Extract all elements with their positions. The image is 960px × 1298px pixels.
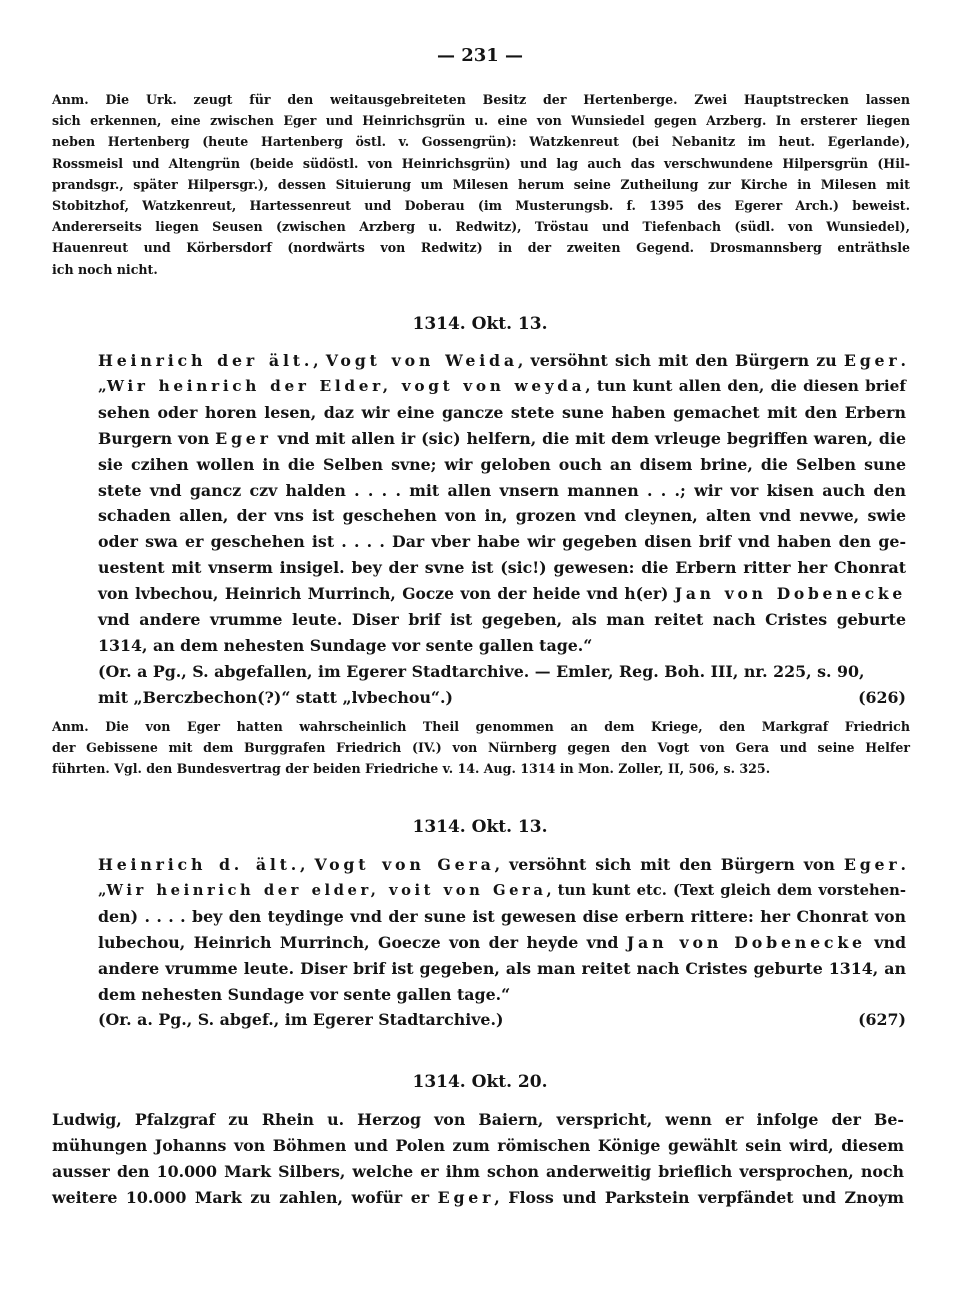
note-top-line: Anm. Die Urk. zeugt für den weitausgebreiteten Besitz der Hertenberge. Zwei Hauptstrecken lassen bbox=[52, 92, 910, 107]
entry-627-text bbox=[98, 852, 906, 1033]
entry-627-quote-line bbox=[98, 878, 906, 904]
page-number: — 231 — bbox=[436, 45, 524, 66]
entry-627-document-quote bbox=[98, 878, 906, 1008]
entry-627-number: (627) bbox=[858, 1010, 906, 1030]
text-segment: uestent mit vnserm insigel. bey der svne ist (sic!) gewesen: die Erbern ritter her Chonrat bbox=[98, 558, 906, 578]
entry-627-summary: Heinrich d. ält., Vogt von Gera, versöhnt sich mit den Bürgern von Eger. bbox=[98, 855, 907, 874]
text-segment: sie czihen wollen in die Selben svne; wir geloben ouch an disem brine, die Selben sune bbox=[98, 454, 906, 474]
entry-627-source-row bbox=[98, 1007, 906, 1033]
entry-626-text bbox=[98, 348, 906, 711]
text-segment: dem nehesten Sundage vor sente gallen tage.“ bbox=[98, 984, 511, 1004]
entry-626-quote-line bbox=[98, 503, 906, 529]
entry-626-date-heading: 1314. Okt. 13. bbox=[412, 314, 548, 334]
spaced-name: Eger bbox=[215, 428, 272, 448]
spaced-name: Wir heinrich der elder, voit von Gera bbox=[106, 881, 547, 899]
text-segment: mühungen Johanns von Böhmen und Polen zum römischen Könige gewählt sein wird, diesem bbox=[52, 1135, 904, 1155]
text-segment: den) . . . . bey den teydinge vnd der sune ist gewesen dise erbern rittere: her Chonrat von bbox=[98, 906, 906, 926]
entry-627-date-heading: 1314. Okt. 13. bbox=[412, 817, 548, 837]
text-segment: , Floss und Parkstein verpfändet und Znoym bbox=[494, 1187, 905, 1207]
entry-626-quote-line bbox=[98, 478, 906, 504]
text-segment: vnd bbox=[865, 932, 907, 952]
text-segment: Burgern von bbox=[98, 428, 216, 448]
note-top-line: neben Hertenberg (heute Hartenberg östl. v. Gossengrün): Watzkenreut (bei Nebanitz im heut. Egerlande), bbox=[52, 134, 910, 150]
entry-626-source-line-1: (Or. a Pg., S. abgefallen, im Egerer Stadtarchive. — Emler, Reg. Boh. III, nr. 225, s. 90, bbox=[98, 661, 865, 681]
note-top-line: Stobitzhof, Watzkenreut, Hartessenreut und Doberau (im Musterungsb. f. 1395 des Egerer Arch.) beweist. bbox=[52, 198, 910, 214]
note-top-line: prandsgr., später Hilpersgr.), dessen Situierung um Milesen herum seine Zutheilung zur Kirche in Milesen mit bbox=[52, 176, 910, 192]
text-segment: stete vnd gancz czv halden . . . . mit allen vnsern mannen . . .; wir vor kisen auch den bbox=[98, 480, 906, 500]
entry-626-quote-line bbox=[98, 426, 906, 452]
text-segment: Ludwig, Pfalzgraf zu Rhein u. Herzog von Baiern, verspricht, wenn er infolge der Be- bbox=[52, 1110, 904, 1129]
text-segment: vnd andere vrumme leute. Diser brif ist gegeben, als man reitet nach Cristes geburte bbox=[98, 610, 906, 630]
entry-626-source-line-2: mit „Berczbechon(?)“ statt „lvbechou“.) bbox=[98, 687, 453, 707]
entry-628-line bbox=[52, 1107, 904, 1133]
entry-626-note-line: führten. Vgl. den Bundesvertrag der beiden Friedriche v. 14. Aug. 1314 in Mon. Zoller, II, 506, s. 325. bbox=[52, 761, 771, 777]
entry-626-quote-line bbox=[98, 581, 906, 607]
spaced-name: Eger bbox=[437, 1187, 495, 1207]
entry-627-source: (Or. a. Pg., S. abgef., im Egerer Stadtarchive.) bbox=[98, 1010, 504, 1030]
entry-626-note-line: Anm. Die von Eger hatten wahrscheinlich Theil genommen an dem Kriege, den Markgraf Friedrich bbox=[52, 719, 910, 734]
entry-626-quote-line bbox=[98, 529, 906, 555]
text-segment: , tun kunt etc. (Text gleich dem vorstehen- bbox=[546, 881, 906, 899]
text-segment: andere vrumme leute. Diser brif ist gegeben, als man reitet nach Cristes geburte 1314, an bbox=[98, 958, 906, 978]
entry-628-line bbox=[52, 1185, 904, 1211]
entry-626-document-quote bbox=[98, 374, 906, 659]
spaced-name: Jan von Dobenecke bbox=[626, 932, 866, 952]
entry-627-quote-line bbox=[98, 904, 906, 930]
entry-627-quote-line bbox=[98, 956, 906, 982]
entry-626-quote-line bbox=[98, 374, 906, 400]
entry-626-note-line: der Gebissene mit dem Burggrafen Friedrich (IV.) von Nürnberg gegen den Vogt von Gera und seine Helfer bbox=[52, 740, 910, 756]
annotation-note-top bbox=[52, 89, 910, 280]
entry-627-quote-line bbox=[98, 982, 906, 1008]
entry-627-quote-line bbox=[98, 930, 906, 956]
entry-626-number: (626) bbox=[858, 687, 906, 707]
text-segment: , tun kunt allen den, die diesen brief bbox=[585, 376, 906, 395]
text-segment: „ bbox=[98, 376, 107, 395]
spaced-name: Jan von Dobenecke bbox=[674, 584, 906, 604]
text-segment: „ bbox=[98, 881, 107, 899]
note-top-line: Andererseits liegen Seusen (zwischen Arzberg u. Redwitz), Tröstau und Tiefenbach (südl. von Wunsiedel), bbox=[52, 219, 910, 235]
entry-628-line bbox=[52, 1133, 904, 1159]
entry-628-date-heading: 1314. Okt. 20. bbox=[412, 1072, 548, 1092]
text-segment: weitere 10.000 Mark zu zahlen, wofür er bbox=[52, 1187, 438, 1207]
text-segment: lubechou, Heinrich Murrinch, Goecze von der heyde vnd bbox=[98, 932, 627, 952]
note-top-line: sich erkennen, eine zwischen Eger und Heinrichsgrün u. eine von Wunsiedel gegen Arzberg. In ersterer liegen bbox=[52, 113, 910, 129]
entry-628-text bbox=[52, 1107, 904, 1211]
note-top-line: Rossmeisl und Altengrün (beide südöstl. von Heinrichsgrün) und lag auch das verschwundene Hilpersgrün (Hil- bbox=[52, 155, 910, 171]
note-top-line: Hauenreut und Körbersdorf (nordwärts von Redwitz) in der zweiten Gegend. Drosmannsberg enträthsle bbox=[52, 240, 910, 256]
text-segment: ausser den 10.000 Mark Silbers, welche er ihm schon anderweitig brieflich versprochen, noch bbox=[52, 1161, 904, 1181]
text-segment: schaden allen, der vns ist geschehen von in, grozen vnd cleynen, alten vnd nevwe, swie bbox=[98, 506, 906, 526]
entry-626-summary: Heinrich der ält., Vogt von Weida, versöhnt sich mit den Bürgern zu Eger. bbox=[98, 351, 906, 370]
entry-626-quote-line bbox=[98, 400, 906, 426]
entry-626-annotation bbox=[52, 716, 910, 780]
spaced-name: Wir heinrich der Elder, vogt von weyda bbox=[106, 376, 586, 395]
entry-628-line bbox=[52, 1159, 904, 1185]
text-segment: sehen oder horen lesen, daz wir eine gancze stete sune haben gemachet mit den Erbern bbox=[98, 402, 906, 422]
entry-626-quote-line bbox=[98, 452, 906, 478]
entry-626-quote-line bbox=[98, 633, 906, 659]
text-segment: vnd mit allen ir (sic) helfern, die mit dem vrleuge begriffen waren, die bbox=[271, 428, 906, 448]
text-segment: oder swa er geschehen ist . . . . Dar vber habe wir gegeben disen brif vnd haben den ge- bbox=[98, 532, 906, 552]
entry-626-source-row bbox=[98, 685, 906, 711]
entry-626-quote-line bbox=[98, 607, 906, 633]
note-top-line: ich noch nicht. bbox=[52, 261, 158, 277]
text-segment: 1314, an dem nehesten Sundage vor sente gallen tage.“ bbox=[98, 635, 593, 655]
text-segment: von lvbechou, Heinrich Murrinch, Gocze von der heide vnd h(er) bbox=[98, 584, 675, 604]
entry-626-quote-line bbox=[98, 555, 906, 581]
